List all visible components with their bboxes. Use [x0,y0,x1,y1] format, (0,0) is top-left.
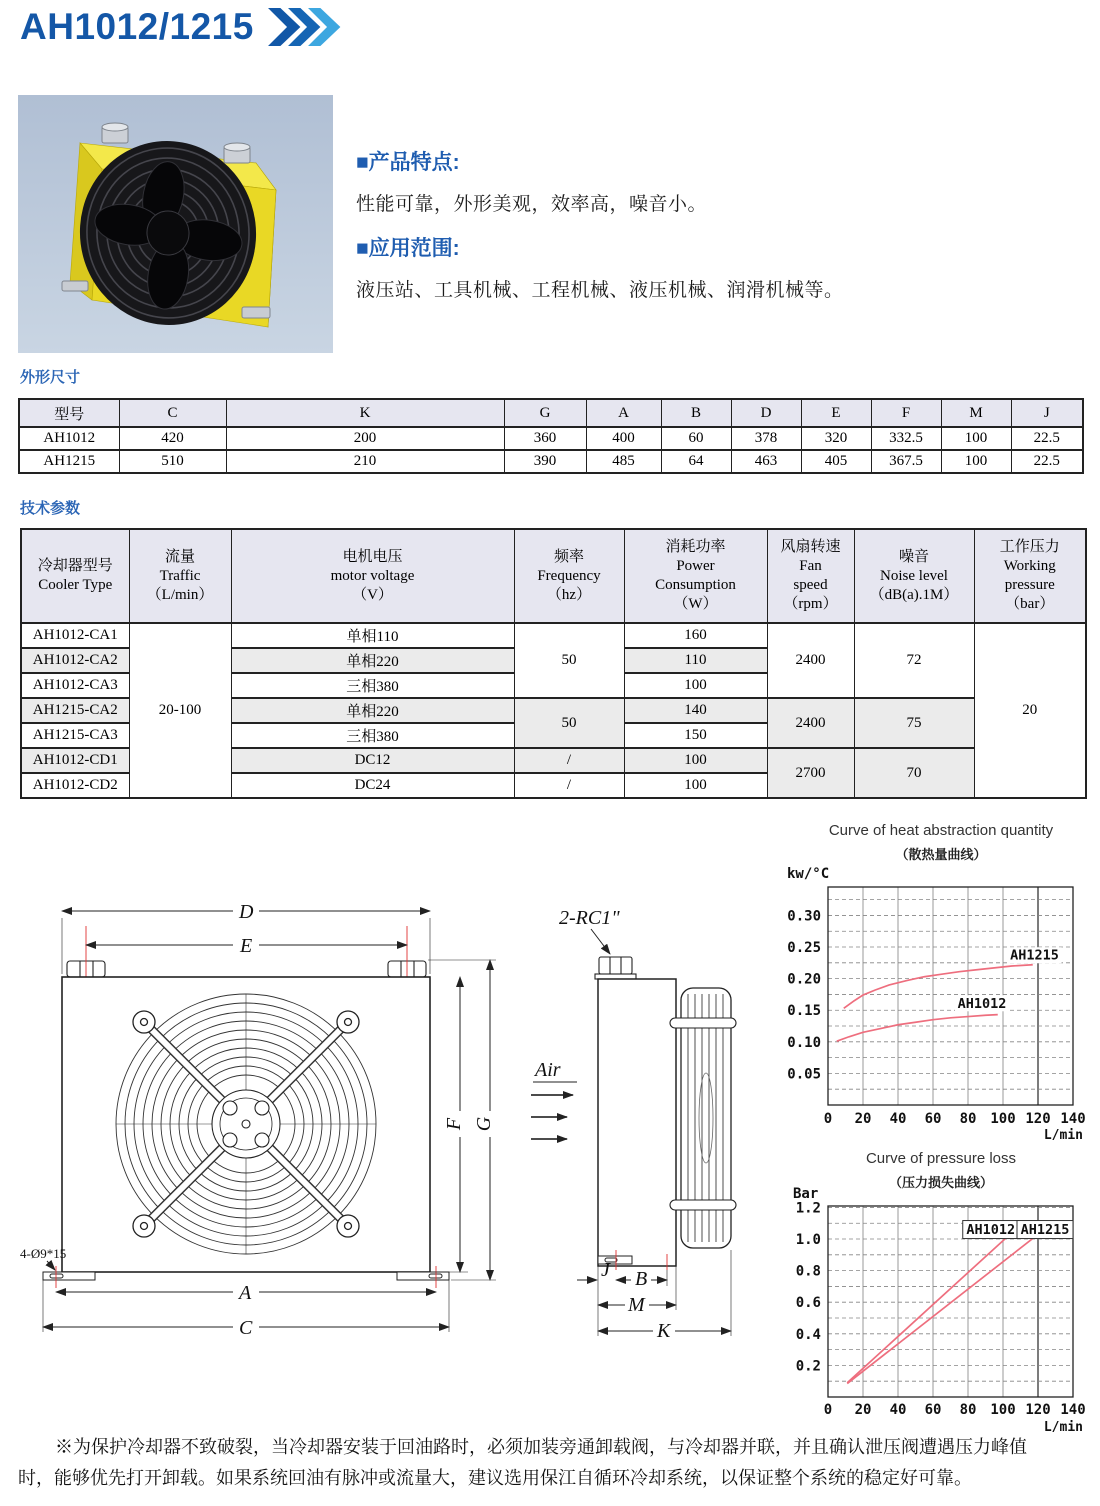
svg-text:0.25: 0.25 [787,940,821,957]
svg-text:A: A [239,1282,252,1304]
y-axis-unit: Bar [793,1186,819,1202]
heat-curve-plot [785,820,1097,1150]
side-view-drawing [515,868,795,1368]
svg-text:AH1215: AH1215 [1010,947,1059,964]
port-callout [559,907,620,954]
table-header-row: 型号 C K G A B D E F M J [19,399,1083,427]
footer-line: 时，能够优先打开卸载。如果系统回油有脉冲或流量大，建议选用保江自循环冷却系统，以保证整个系统的稳定好可靠。 [18,1468,972,1488]
applications-heading: ■应用范围: [356,237,460,260]
air-flow [531,1059,577,1139]
svg-text:20: 20 [854,1111,872,1127]
chart-subtitle: （压力损失曲线） [888,1175,993,1190]
chart-title: Curve of pressure loss [865,1150,1017,1167]
air-label: Air [535,1059,561,1081]
chart-subtitle: （散热量曲线） [895,847,987,862]
svg-text:20: 20 [854,1402,872,1418]
svg-text:120: 120 [1025,1402,1051,1418]
svg-text:B: B [635,1268,648,1290]
applications-text: 液压站、工具机械、工程机械、液压机械、润滑机械等。 [356,280,844,301]
svg-text:0: 0 [823,1402,833,1418]
footer-line: ※为保护冷却器不致破裂，当冷却器安装于回油路时，必须加装旁通卸载阀，与冷却器并联，并且确认泄压阀遭遇压力峰值 [55,1437,1027,1457]
svg-text:100: 100 [990,1402,1016,1418]
svg-text:2-RC1": 2-RC1" [559,907,620,929]
dim-b [616,1268,667,1290]
page-header [20,6,348,48]
svg-text:60: 60 [924,1402,942,1418]
port-fitting [595,957,636,979]
front-view-drawing [20,868,520,1368]
x-axis-unit: L/min [1043,1420,1083,1435]
svg-text:120: 120 [1025,1111,1051,1127]
svg-text:0.6: 0.6 [795,1295,821,1312]
svg-text:100: 100 [990,1111,1016,1127]
svg-text:40: 40 [889,1402,907,1418]
dim-j [577,1259,611,1336]
fan-hub [212,1090,280,1158]
svg-text:80: 80 [959,1402,977,1418]
svg-text:0.2: 0.2 [795,1358,821,1375]
dim-e [86,935,407,957]
page-title: AH1012/1215 [20,6,254,47]
dimensions-section-label: 外形尺寸 [20,369,81,386]
svg-text:0.10: 0.10 [787,1034,821,1051]
svg-text:1.0: 1.0 [795,1232,821,1249]
table-row: AH1012-CD2 DC24 / 100 [21,773,1086,798]
svg-text:140: 140 [1060,1111,1086,1127]
table-header-row: 冷却器型号 Cooler Type 流量 Traffic （L/min） 电机电压 motor voltage （V） 频率 Frequency （hz） 消耗功率 Power Consumption （W） 风扇转速 Fan speed （rpm） 噪音 Noise level （dB(a).1M） 工作压力 Working pressure （bar） [21,529,1086,623]
svg-text:0.15: 0.15 [787,1003,821,1020]
svg-text:80: 80 [959,1111,977,1127]
svg-text:AH1012: AH1012 [957,995,1007,1012]
svg-text:40: 40 [889,1111,907,1127]
svg-text:0.4: 0.4 [795,1326,821,1343]
features-heading: ■产品特点: [356,151,460,174]
product-photo [18,95,333,353]
svg-text:0: 0 [823,1111,833,1127]
table-row: AH1012-CA3 三相380 100 [21,673,1086,698]
table-row: AH1012-CD1 DC12 / 100 2700 70 [21,748,1086,773]
svg-text:1.2: 1.2 [795,1200,821,1217]
chevrons-icon [268,6,348,48]
inlet-nut [67,961,426,977]
table-row: AH1012-CA2 单相220 110 [21,648,1086,673]
svg-text:C: C [239,1317,253,1339]
heat-abstraction-chart [785,820,1097,1150]
table-row: AH1012 420 200 360 400 60 378 320 332.5 100 22.5 [19,427,1083,450]
table-row: AH1215 510 210 390 485 64 463 405 367.5 100 22.5 [19,450,1083,473]
spec-table [20,528,1087,799]
table-row: AH1215-CA2 单相220 50 140 2400 75 [21,698,1086,723]
table-row: AH1012-CA1 20-100 单相110 50 160 2400 72 20 [21,623,1086,648]
svg-text:G: G [473,1116,495,1132]
mounting-feet [43,1272,449,1280]
svg-text:0.30: 0.30 [787,908,821,925]
dim-a [56,1282,436,1304]
svg-text:AH1012: AH1012 [966,1222,1016,1239]
svg-text:K: K [657,1320,671,1342]
svg-text:J: J [601,1259,610,1281]
svg-text:4-Ø9*15: 4-Ø9*15 [20,1246,67,1261]
svg-text:0.8: 0.8 [795,1263,821,1280]
svg-text:140: 140 [1060,1402,1086,1418]
svg-text:0.05: 0.05 [787,1066,821,1083]
footer-note [18,1432,1086,1494]
table-row: AH1215-CA3 三相380 150 [21,723,1086,748]
svg-text:60: 60 [924,1111,942,1127]
core-outline [598,979,676,1266]
dimensions-table [18,398,1084,474]
svg-text:F: F [443,1117,465,1131]
svg-text:D: D [239,901,254,923]
specs-section-label: 技术参数 [20,500,81,517]
fan-housing [670,988,736,1248]
hole-callout [20,1246,66,1270]
dim-f [432,977,470,1272]
y-axis-unit: kw/°C [787,866,830,882]
svg-text:AH1215: AH1215 [1020,1222,1070,1239]
x-axis-unit: L/min [1043,1128,1083,1143]
svg-text:0.20: 0.20 [787,971,821,988]
chart-title: Curve of heat abstraction quantity [828,822,1054,839]
svg-text:M: M [628,1294,645,1316]
features-text: 性能可靠，外形美观，效率高，噪音小。 [356,194,708,215]
features-block [356,146,1086,302]
svg-text:E: E [240,935,253,957]
